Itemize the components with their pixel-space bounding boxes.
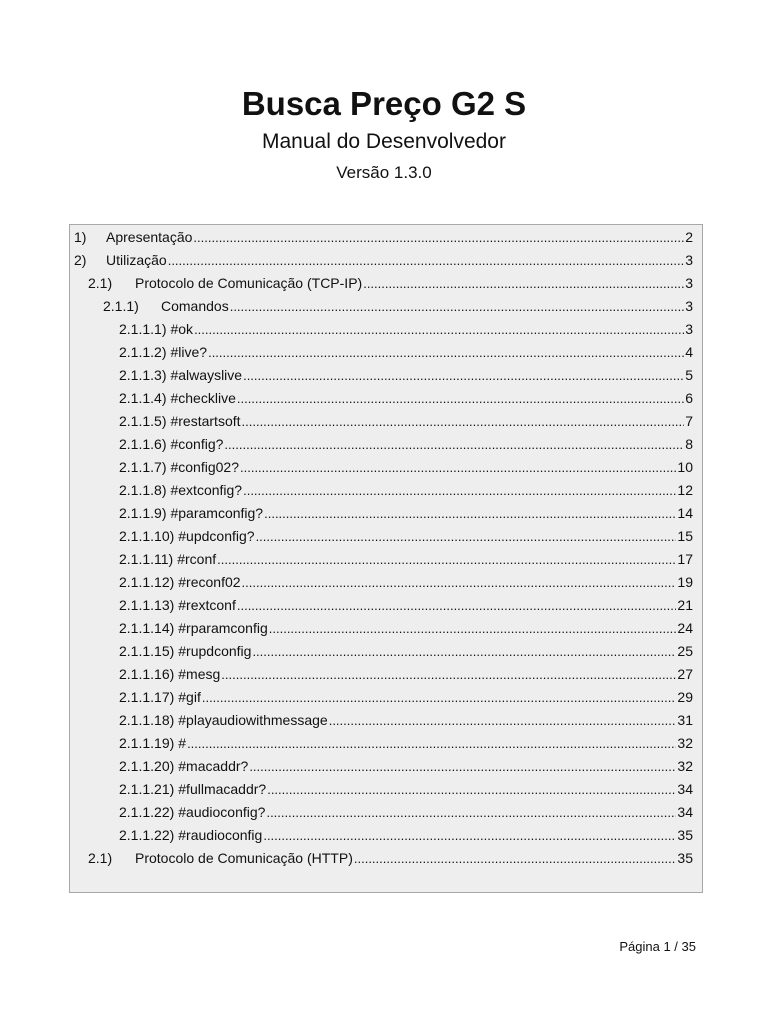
toc-entry-label: # bbox=[178, 735, 187, 751]
toc-entry-label: Protocolo de Comunicação (HTTP) bbox=[135, 850, 353, 866]
toc-entry-label: #config? bbox=[170, 436, 224, 452]
toc-entry-page: 29 bbox=[677, 689, 693, 705]
toc-dot-leader bbox=[193, 226, 684, 249]
toc-entry[interactable] bbox=[70, 663, 702, 686]
toc-entry-number: 2.1.1.2) bbox=[119, 344, 167, 360]
toc-entry-number: 2.1.1.17) bbox=[119, 689, 175, 705]
toc-dot-leader bbox=[252, 640, 676, 663]
toc-entry-page: 14 bbox=[677, 505, 693, 521]
toc-entry-page: 21 bbox=[677, 597, 693, 613]
document-subtitle: Manual do Desenvolvedor bbox=[262, 130, 506, 153]
toc-dot-leader bbox=[354, 847, 677, 870]
toc-dot-leader bbox=[329, 709, 677, 732]
toc-entry[interactable] bbox=[70, 433, 702, 456]
toc-entry-label: Utilização bbox=[106, 252, 167, 268]
toc-dot-leader bbox=[269, 617, 677, 640]
toc-entry-number: 2.1.1.18) bbox=[119, 712, 175, 728]
table-of-contents bbox=[69, 224, 703, 893]
toc-entry[interactable] bbox=[70, 502, 702, 525]
toc-entry-number: 2.1) bbox=[88, 850, 113, 866]
toc-entry-page: 32 bbox=[677, 758, 693, 774]
toc-entry[interactable] bbox=[70, 341, 702, 364]
toc-entry[interactable] bbox=[70, 387, 702, 410]
toc-dot-leader bbox=[187, 732, 676, 755]
toc-entry[interactable] bbox=[70, 640, 702, 663]
toc-entry[interactable] bbox=[70, 295, 702, 318]
toc-entry-page: 31 bbox=[677, 712, 693, 728]
toc-entry-page: 3 bbox=[685, 275, 693, 291]
toc-entry-page: 34 bbox=[677, 804, 693, 820]
toc-entry[interactable] bbox=[70, 824, 702, 847]
page-number: Página 1 / 35 bbox=[619, 939, 696, 954]
toc-dot-leader bbox=[363, 272, 684, 295]
toc-entry[interactable] bbox=[70, 548, 702, 571]
toc-dot-leader bbox=[221, 663, 676, 686]
toc-dot-leader bbox=[243, 364, 684, 387]
toc-dot-leader bbox=[237, 594, 677, 617]
toc-dot-leader bbox=[168, 249, 685, 272]
toc-entry-page: 4 bbox=[685, 344, 693, 360]
toc-entry-label: #audioconfig? bbox=[178, 804, 266, 820]
document-version: Versão 1.3.0 bbox=[336, 163, 432, 182]
toc-entry-number: 2.1.1.8) bbox=[119, 482, 167, 498]
toc-entry-number: 2.1) bbox=[88, 275, 113, 291]
toc-entry[interactable] bbox=[70, 249, 702, 272]
toc-entry-label: #config02? bbox=[170, 459, 239, 475]
toc-entry[interactable] bbox=[70, 571, 702, 594]
toc-dot-leader bbox=[266, 801, 676, 824]
toc-entry[interactable] bbox=[70, 801, 702, 824]
toc-entry-number: 2) bbox=[74, 252, 87, 268]
toc-entry-page: 24 bbox=[677, 620, 693, 636]
toc-entry-label: #gif bbox=[178, 689, 201, 705]
toc-dot-leader bbox=[224, 433, 684, 456]
toc-entry-label: #extconfig? bbox=[170, 482, 243, 498]
toc-entry-number: 2.1.1.15) bbox=[119, 643, 175, 659]
toc-entry-number: 1) bbox=[74, 229, 87, 245]
toc-entry[interactable] bbox=[70, 456, 702, 479]
toc-entry-number: 2.1.1.21) bbox=[119, 781, 175, 797]
toc-entry-number: 2.1.1.12) bbox=[119, 574, 175, 590]
toc-entry-label: #fullmacaddr? bbox=[178, 781, 267, 797]
toc-entry-label: #checklive bbox=[170, 390, 236, 406]
toc-entry-page: 3 bbox=[685, 298, 693, 314]
toc-dot-leader bbox=[256, 525, 677, 548]
toc-entry-page: 35 bbox=[677, 827, 693, 843]
toc-entry-page: 32 bbox=[677, 735, 693, 751]
toc-entry-number: 2.1.1) bbox=[103, 298, 139, 314]
toc-entry-page: 8 bbox=[685, 436, 693, 452]
toc-dot-leader bbox=[202, 686, 677, 709]
toc-dot-leader bbox=[217, 548, 676, 571]
toc-entry-number: 2.1.1.1) bbox=[119, 321, 167, 337]
toc-entry-label: #macaddr? bbox=[178, 758, 249, 774]
toc-entry-label: #mesg bbox=[178, 666, 221, 682]
toc-entry-label: #rparamconfig bbox=[178, 620, 268, 636]
toc-entry-number: 2.1.1.20) bbox=[119, 758, 175, 774]
toc-entry-page: 3 bbox=[685, 252, 693, 268]
toc-entry-page: 25 bbox=[677, 643, 693, 659]
toc-entry-number: 2.1.1.4) bbox=[119, 390, 167, 406]
toc-entry[interactable] bbox=[70, 847, 702, 870]
toc-entry-page: 19 bbox=[677, 574, 693, 590]
toc-entry[interactable] bbox=[70, 479, 702, 502]
toc-entry-page: 3 bbox=[685, 321, 693, 337]
toc-entry-number: 2.1.1.10) bbox=[119, 528, 175, 544]
toc-entry-label: #restartsoft bbox=[170, 413, 241, 429]
toc-entry-page: 27 bbox=[677, 666, 693, 682]
toc-entry-page: 17 bbox=[677, 551, 693, 567]
toc-dot-leader bbox=[243, 479, 676, 502]
toc-entry-page: 10 bbox=[677, 459, 693, 475]
toc-entry-number: 2.1.1.16) bbox=[119, 666, 175, 682]
toc-entry[interactable] bbox=[70, 318, 702, 341]
toc-entry-label: #raudioconfig bbox=[178, 827, 263, 843]
toc-entry-label: #rupdconfig bbox=[178, 643, 252, 659]
toc-dot-leader bbox=[263, 824, 676, 847]
toc-entry-label: Protocolo de Comunicação (TCP-IP) bbox=[135, 275, 363, 291]
toc-entry[interactable] bbox=[70, 732, 702, 755]
toc-dot-leader bbox=[267, 778, 676, 801]
toc-dot-leader bbox=[240, 456, 676, 479]
toc-entry-page: 5 bbox=[685, 367, 693, 383]
toc-dot-leader bbox=[264, 502, 676, 525]
document-title: Busca Preço G2 S bbox=[241, 85, 527, 122]
toc-dot-leader bbox=[249, 755, 676, 778]
toc-entry-page: 2 bbox=[685, 229, 693, 245]
toc-entry-number: 2.1.1.6) bbox=[119, 436, 167, 452]
toc-entry-number: 2.1.1.9) bbox=[119, 505, 167, 521]
toc-entry-number: 2.1.1.22) bbox=[119, 827, 175, 843]
toc-entry[interactable] bbox=[70, 410, 702, 433]
toc-entry-label: #rconf bbox=[177, 551, 217, 567]
toc-entry[interactable] bbox=[70, 364, 702, 387]
toc-entry[interactable] bbox=[70, 778, 702, 801]
toc-entry[interactable] bbox=[70, 226, 702, 249]
toc-entry-number: 2.1.1.13) bbox=[119, 597, 175, 613]
toc-dot-leader bbox=[208, 341, 684, 364]
toc-entry[interactable] bbox=[70, 709, 702, 732]
toc-entry-label: #updconfig? bbox=[178, 528, 255, 544]
toc-entry-page: 7 bbox=[685, 413, 693, 429]
toc-entry-number: 2.1.1.14) bbox=[119, 620, 175, 636]
toc-list bbox=[70, 226, 702, 870]
toc-entry-number: 2.1.1.11) bbox=[119, 551, 174, 567]
toc-entry-label: Apresentação bbox=[106, 229, 193, 245]
toc-entry[interactable] bbox=[70, 686, 702, 709]
toc-dot-leader bbox=[242, 571, 677, 594]
toc-entry-page: 34 bbox=[677, 781, 693, 797]
toc-dot-leader bbox=[230, 295, 685, 318]
toc-entry-page: 6 bbox=[685, 390, 693, 406]
toc-entry[interactable] bbox=[70, 525, 702, 548]
toc-entry-number: 2.1.1.19) bbox=[119, 735, 175, 751]
toc-entry-label: #reconf02 bbox=[178, 574, 241, 590]
toc-entry[interactable] bbox=[70, 272, 702, 295]
toc-entry-page: 12 bbox=[677, 482, 693, 498]
toc-dot-leader bbox=[194, 318, 684, 341]
toc-entry-page: 35 bbox=[677, 850, 693, 866]
toc-entry-page: 15 bbox=[677, 528, 693, 544]
toc-entry-number: 2.1.1.5) bbox=[119, 413, 167, 429]
toc-dot-leader bbox=[242, 410, 685, 433]
toc-entry[interactable] bbox=[70, 755, 702, 778]
toc-entry-label: #live? bbox=[170, 344, 208, 360]
toc-entry[interactable] bbox=[70, 594, 702, 617]
toc-entry-number: 2.1.1.22) bbox=[119, 804, 175, 820]
toc-entry-label: #alwayslive bbox=[170, 367, 243, 383]
toc-entry-number: 2.1.1.7) bbox=[119, 459, 167, 475]
toc-entry-label: #paramconfig? bbox=[170, 505, 264, 521]
toc-entry-number: 2.1.1.3) bbox=[119, 367, 167, 383]
toc-entry-label: #playaudiowithmessage bbox=[178, 712, 328, 728]
toc-entry-label: #ok bbox=[170, 321, 194, 337]
toc-entry-label: #rextconf bbox=[178, 597, 236, 613]
toc-entry-label: Comandos bbox=[161, 298, 229, 314]
toc-dot-leader bbox=[237, 387, 684, 410]
toc-entry[interactable] bbox=[70, 617, 702, 640]
